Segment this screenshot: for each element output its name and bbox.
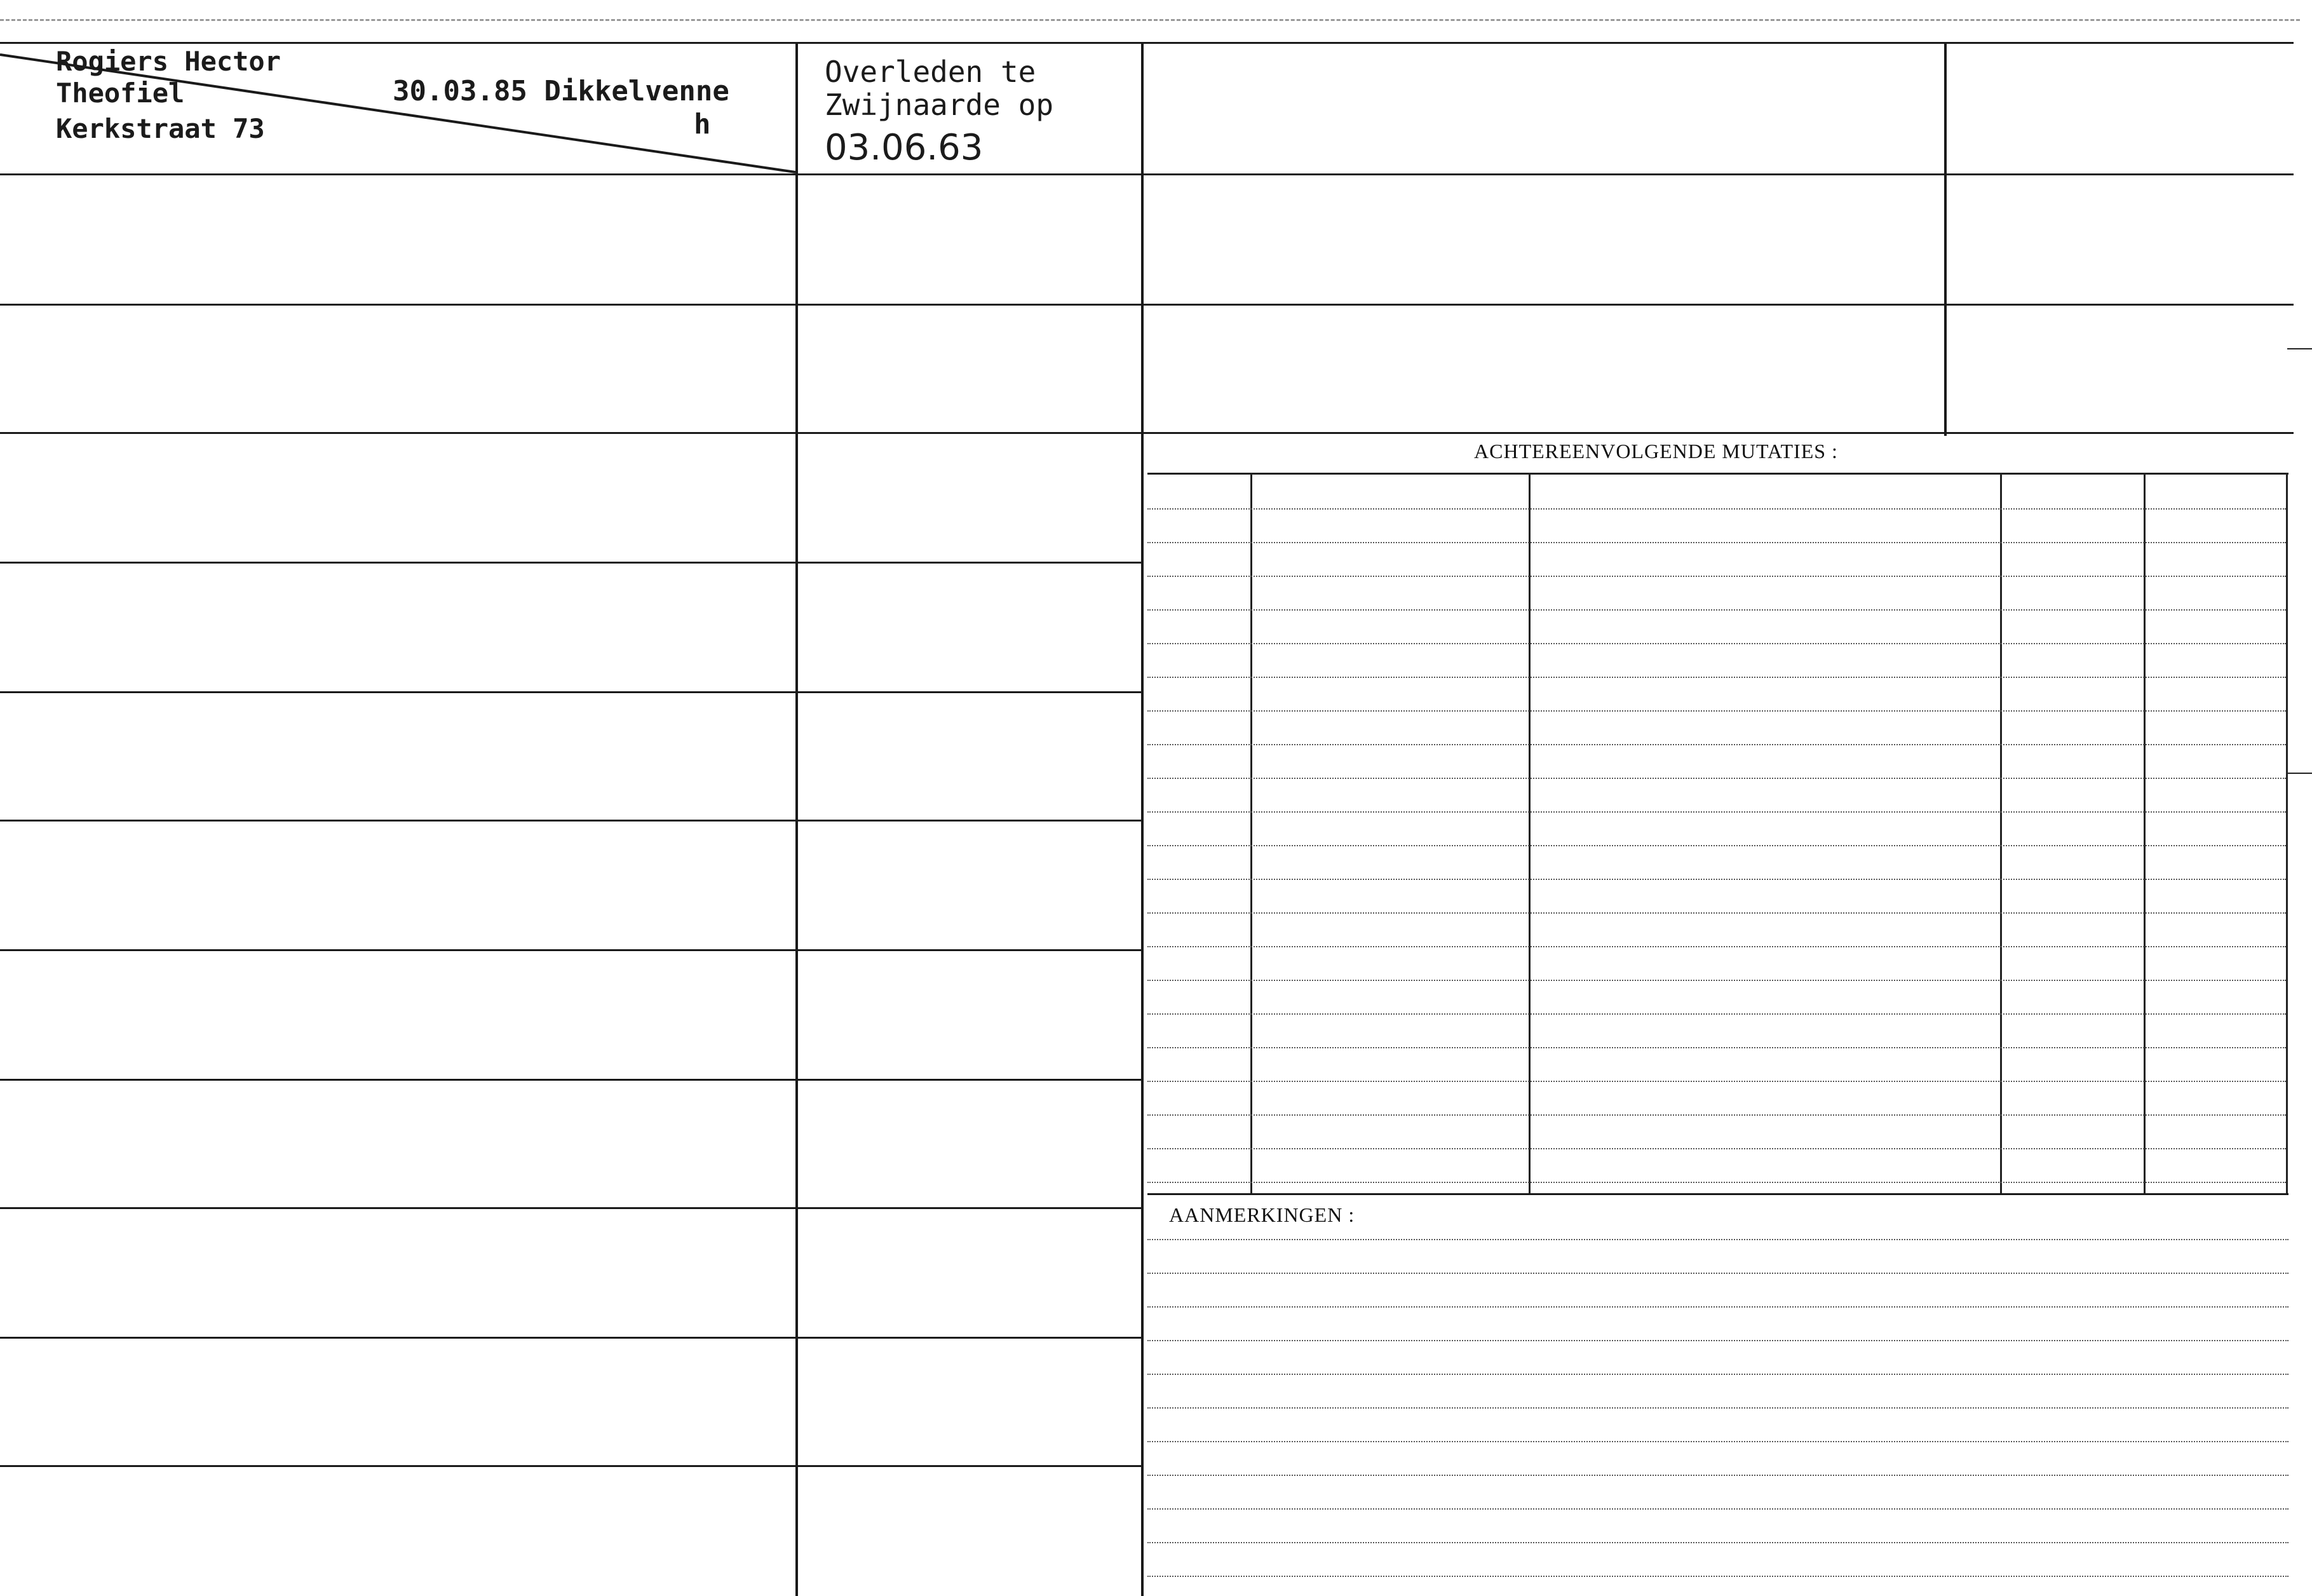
row-line: [0, 691, 1142, 693]
mutations-rule-line: [1147, 1081, 2286, 1082]
mutations-rule-line: [1147, 946, 2286, 947]
mutations-col-4: [2144, 473, 2146, 1193]
column-divider-3: [1944, 42, 1947, 436]
row-line: [0, 1337, 1142, 1339]
mutations-rule-line: [1147, 576, 2286, 577]
remarks-rule-line: [1147, 1576, 2288, 1577]
remarks-title: AANMERKINGEN :: [1169, 1203, 1355, 1226]
row-line: [0, 1079, 1142, 1081]
top-scan-edge: [0, 19, 2300, 21]
mutations-rule-line: [1147, 1114, 2286, 1116]
mutations-bottom-border: [1147, 1193, 2288, 1195]
mutations-rule-line: [1147, 1148, 2286, 1149]
mutations-rule-line: [1147, 845, 2286, 846]
row-line: [0, 562, 1142, 564]
right-edge-tick: [2287, 348, 2312, 349]
mutations-rule-line: [1147, 710, 2286, 712]
mutations-col-1: [1250, 473, 1252, 1193]
birth-mark: h: [694, 108, 711, 140]
remarks-rule-line: [1147, 1239, 2288, 1240]
right-row-line: [1141, 432, 2294, 434]
mutations-col-3: [2000, 473, 2002, 1193]
person-first-name: Theofiel: [56, 78, 185, 109]
right-edge-tick: [2287, 773, 2312, 774]
remarks-rule-line: [1147, 1542, 2288, 1543]
mutations-rule-line: [1147, 508, 2286, 510]
mutations-rule-line: [1147, 980, 2286, 981]
remarks-rule-line: [1147, 1441, 2288, 1442]
remarks-rule-line: [1147, 1407, 2288, 1409]
right-row-line: [1141, 304, 2294, 306]
mutations-rule-line: [1147, 1047, 2286, 1048]
remarks-rule-line: [1147, 1306, 2288, 1308]
person-name: Rogiers Hector: [56, 46, 281, 77]
column-divider-2: [1141, 42, 1144, 1596]
row-line: [0, 432, 1142, 434]
row-line: [0, 1465, 1142, 1467]
mutations-col-2: [1529, 473, 1531, 1193]
remarks-rule-line: [1147, 1340, 2288, 1341]
mutations-rule-line: [1147, 1013, 2286, 1015]
mutations-title: ACHTEREENVOLGENDE MUTATIES :: [1474, 440, 1838, 463]
mutations-rule-line: [1147, 811, 2286, 813]
column-divider-1: [795, 42, 798, 1596]
mutations-rule-line: [1147, 1182, 2286, 1183]
row-line: [0, 304, 1142, 306]
death-note-line1: Overleden te: [825, 55, 1036, 89]
mutations-right-border: [2286, 473, 2288, 1193]
row-line: [0, 949, 1142, 951]
remarks-rule-line: [1147, 1273, 2288, 1274]
mutations-rule-line: [1147, 542, 2286, 543]
birth-date-place: 30.03.85 Dikkelvenne: [393, 75, 729, 107]
row-line: [0, 1207, 1142, 1209]
remarks-rule-line: [1147, 1508, 2288, 1510]
remarks-rule-line: [1147, 1475, 2288, 1476]
mutations-top-border: [1147, 473, 2288, 475]
right-row-line: [1141, 173, 2294, 175]
mutations-rule-line: [1147, 879, 2286, 880]
mutations-rule-line: [1147, 912, 2286, 914]
death-note-line2: Zwijnaarde op: [825, 88, 1054, 122]
person-address: Kerkstraat 73: [56, 113, 265, 144]
mutations-rule-line: [1147, 744, 2286, 745]
remarks-rule-line: [1147, 1374, 2288, 1375]
row-line: [0, 820, 1142, 822]
mutations-rule-line: [1147, 677, 2286, 678]
death-date: 03.06.63: [825, 127, 984, 168]
mutations-rule-line: [1147, 778, 2286, 779]
mutations-rule-line: [1147, 643, 2286, 644]
mutations-rule-line: [1147, 609, 2286, 611]
